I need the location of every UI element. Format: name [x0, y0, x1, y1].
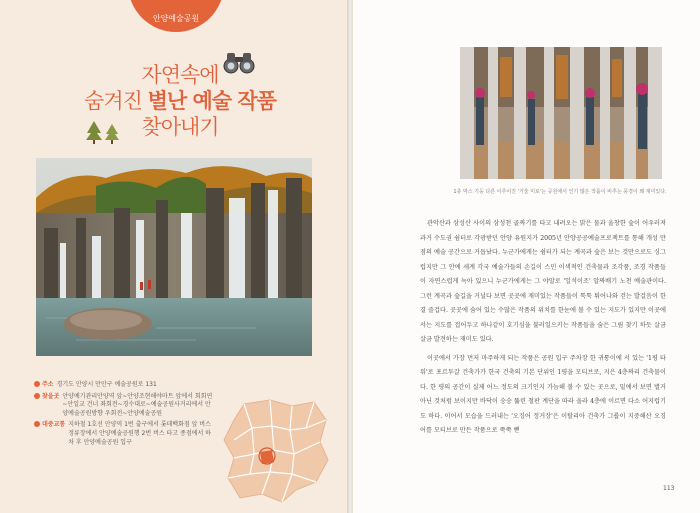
- info-address: [34, 381, 214, 390]
- page-number: 113: [663, 485, 675, 492]
- title-line-1: 자연속에: [141, 63, 219, 87]
- article-body: [420, 217, 666, 443]
- info-address-text: 경기도 안양시 만안구 예술공원로 131: [56, 381, 157, 388]
- waterfall-photo: [36, 158, 312, 356]
- info-transit-text: 지하철 1호선 안양역 1번 출구에서 롯데백화점 앞 버스정류장에서 안양예술공원행 2번 버스 타고 종점에서 하차 후 안양예술공원 입구: [68, 421, 211, 446]
- bus-icon: [34, 421, 40, 427]
- section-label: 안양예술공원: [152, 14, 200, 23]
- info-directions-label: 찾을곳: [42, 392, 60, 400]
- info-address-label: 주소: [42, 381, 54, 388]
- title-highlight: 별난 예술 작품: [147, 89, 276, 113]
- title-line-2-prefix: 숨겨진: [84, 89, 148, 113]
- info-directions-text: 안양예기관리안양역 앞~안양조현해야마트 앞에서 회회연~안일교 건너 좌회전~경수대로~예술공원사거리에서 안양예술공원방향 우회전~안양예술공원: [62, 392, 213, 417]
- info-directions: [34, 393, 214, 419]
- info-transit: [34, 421, 214, 447]
- binoculars-icon: [222, 48, 256, 76]
- page-gutter: [347, 0, 353, 513]
- paragraph-2: 이곳에서 가장 먼저 마주하게 되는 작품은 공원 입구 주차장 한 귀퉁이에 서 있는 '1평 타워'로 포르투갈 건축가가 한국 건축의 기본 단위인 1평을 모티브로, 지은 4층짜리 건축물이다. 한 평의 공간이 실제 어느 정도의 크기인지 가늠해 볼 수 있는 곳으로, 밑에서 보면 별거 아닌 것처럼 보이지만 바닥이 숭숭 뚫린 철판 계단을 따라 올라 4층에 이르면 다소 어지럽기도 하다. 이어서 모습을 드러내는 '오징어 정거장'은 이탈리아 건축가 그룹이 지중해산 오징어를 모티브로 만든 작품으로 쭉쭉 뻗: [420, 354, 666, 434]
- mirror-maze-photo: [460, 47, 662, 179]
- title-line-2: [80, 88, 280, 114]
- region-map-icon: [222, 398, 332, 504]
- title-line-3: 찾아내기: [141, 115, 219, 139]
- address-icon: [34, 381, 40, 387]
- pine-trees-icon: [85, 120, 121, 144]
- car-icon: [34, 393, 40, 399]
- info-list: [34, 381, 214, 450]
- photo-caption: 1층 막스 기둥 다른 이루어진 '거울 미로'는 공원에서 인기 많은 작품이 비추는 풍경이 꽤 재미있다.: [453, 189, 667, 195]
- info-transit-label: 대중교통: [42, 421, 66, 429]
- paragraph-1: 관악산과 삼성산 사이의 삼성천 골짜기를 타고 내려오는 맑은 물과 울창한 숲이 어우러져 과거 수도권 쉼터로 각광받던 안양 유원지가 2005년 안양공공예술프로젝트를 통해 개성 만점의 예술 공간으로 거듭났다. 누군가에게는 쉼터가 되는 계곡과 숲은 보는 것만으로도 싱그럽지만 그 안에 세계 각국 예술가들의 손길이 스민 이색적인 건축물과 조각품, 조경 작품들이 자연스럽게 녹아 있으니 누군가에게는 그 야말로 '일석이조' 알짜배기 노천 예술관이다. 그런 계곡과 숲길을 거닐다 보면 곳곳에 재미있는 작품들이 툭툭 튀어나와 걷는 발걸음이 한결 즐겁다. 곳곳에 숨어 있는 수많은 작품의 위치를 한눈에 볼 수 있는 지도가 있지만 이곳에서는 지도를 접어두고 하나같이 호기심을 불러일으키는 작품들을 숨은 그림 찾기 하듯 살금살금 발견하는 재미도 있다.: [420, 220, 666, 343]
